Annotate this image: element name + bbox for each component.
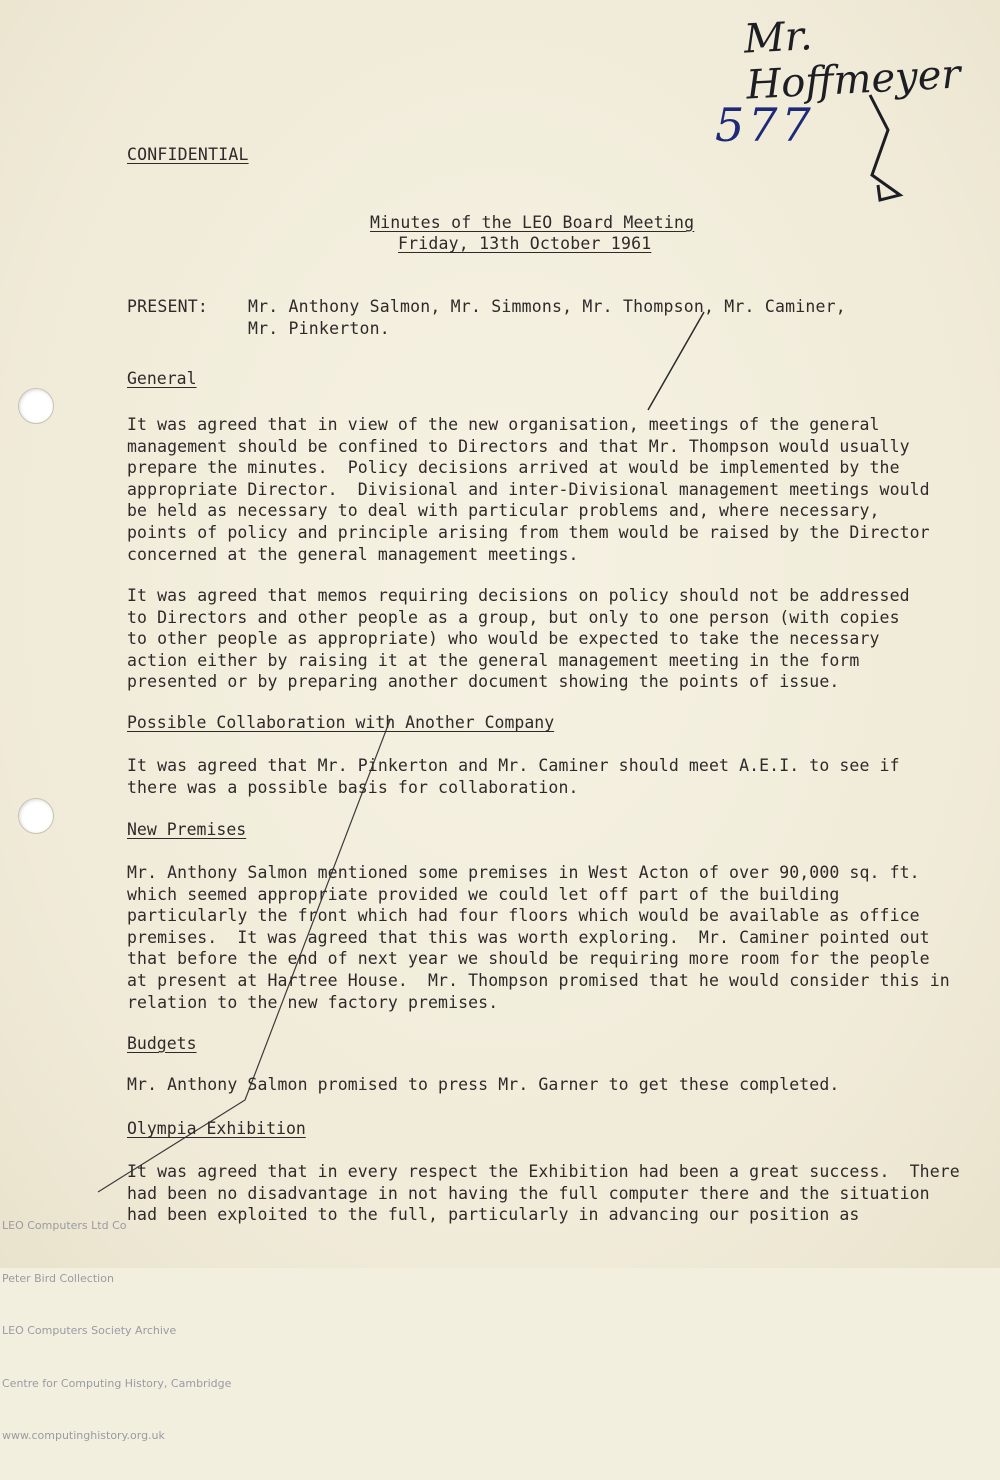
- text-line: which seemed appropriate provided we could let off part of the building: [127, 884, 840, 904]
- general-paragraph-1: [127, 414, 930, 565]
- text-line: to Directors and other people as a group, but only to one person (with copies: [127, 607, 900, 627]
- handwritten-number: 577: [715, 98, 815, 152]
- stamp-line: Centre for Computing History, Cambridge: [2, 1376, 232, 1390]
- text-line: be held as necessary to deal with particular problems and, where necessary,: [127, 501, 880, 521]
- text-line: that before the end of next year we should be requiring more room for the people: [127, 949, 930, 969]
- section-heading-olympia: Olympia Exhibition: [127, 1119, 306, 1138]
- olympia-paragraph: [127, 1161, 960, 1226]
- text-line: there was a possible basis for collaboration.: [127, 777, 579, 797]
- archive-stamp: [2, 1182, 231, 1480]
- text-line: at present at Hartree House. Mr. Thompson promised that he would consider this in: [127, 970, 950, 990]
- premises-paragraph: [127, 862, 950, 1013]
- text-line: It was agreed that Mr. Pinkerton and Mr. Caminer should meet A.E.I. to see if: [127, 756, 900, 775]
- present-line-1: Mr. Anthony Salmon, Mr. Simmons, Mr. Thompson, Mr. Caminer,: [248, 297, 846, 316]
- text-line: to other people as appropriate) who would be expected to take the necessary: [127, 629, 880, 649]
- text-line: action either by raising it at the general management meeting in the form: [127, 650, 860, 670]
- text-line: concerned at the general management meetings.: [127, 544, 579, 564]
- text-line: had been no disadvantage in not having the full computer there and the situation: [127, 1183, 930, 1203]
- stamp-line: Peter Bird Collection: [2, 1271, 114, 1285]
- text-line: particularly the front which had four floors which would be available as office: [127, 906, 920, 926]
- confidential-label: CONFIDENTIAL: [127, 145, 249, 164]
- handwritten-name: Mr. Hoffmeyer: [742, 13, 962, 109]
- text-line: premises. It was agreed that this was worth exploring. Mr. Caminer pointed out: [127, 927, 930, 947]
- meeting-date: Friday, 13th October 1961: [398, 234, 652, 253]
- stamp-line: LEO Computers Ltd Co: [2, 1219, 127, 1232]
- stamp-line: LEO Computers Society Archive: [2, 1324, 177, 1337]
- document-title: Minutes of the LEO Board Meeting: [370, 213, 695, 232]
- stamp-line: www.computinghistory.org.uk: [2, 1429, 165, 1442]
- text-line: appropriate Director. Divisional and inter-Divisional management meetings would: [127, 479, 930, 499]
- section-heading-collaboration: Possible Collaboration with Another Company: [127, 713, 555, 732]
- text-line: had been exploited to the full, particularly in advancing our position as: [127, 1205, 860, 1225]
- text-line: prepare the minutes. Policy decisions arrived at would be implemented by the: [127, 458, 900, 478]
- text-line: management should be confined to Directors and that Mr. Thompson would usually: [127, 436, 910, 456]
- present-line-2: Mr. Pinkerton.: [248, 319, 390, 338]
- text-line: It was agreed that in view of the new organisation, meetings of the general: [127, 415, 880, 434]
- text-line: relation to the new factory premises.: [127, 992, 499, 1012]
- text-line: It was agreed that memos requiring decisions on policy should not be addressed: [127, 586, 910, 605]
- section-heading-general: General: [127, 369, 197, 388]
- text-line: It was agreed that in every respect the Exhibition had been a great success. There: [127, 1162, 960, 1181]
- budgets-paragraph: [127, 1074, 839, 1096]
- general-paragraph-2: [127, 585, 910, 693]
- collaboration-paragraph: [127, 755, 900, 798]
- present-label: PRESENT:: [127, 297, 209, 316]
- text-line: points of policy and principle arising from them would be raised by the Director: [127, 522, 930, 542]
- section-heading-budgets: Budgets: [127, 1034, 197, 1053]
- text-line: Mr. Anthony Salmon mentioned some premises in West Acton of over 90,000 sq. ft.: [127, 863, 920, 882]
- text-line: Mr. Anthony Salmon promised to press Mr. Garner to get these completed.: [127, 1075, 840, 1094]
- section-heading-premises: New Premises: [127, 820, 247, 839]
- text-line: presented or by preparing another document showing the points of issue.: [127, 672, 840, 692]
